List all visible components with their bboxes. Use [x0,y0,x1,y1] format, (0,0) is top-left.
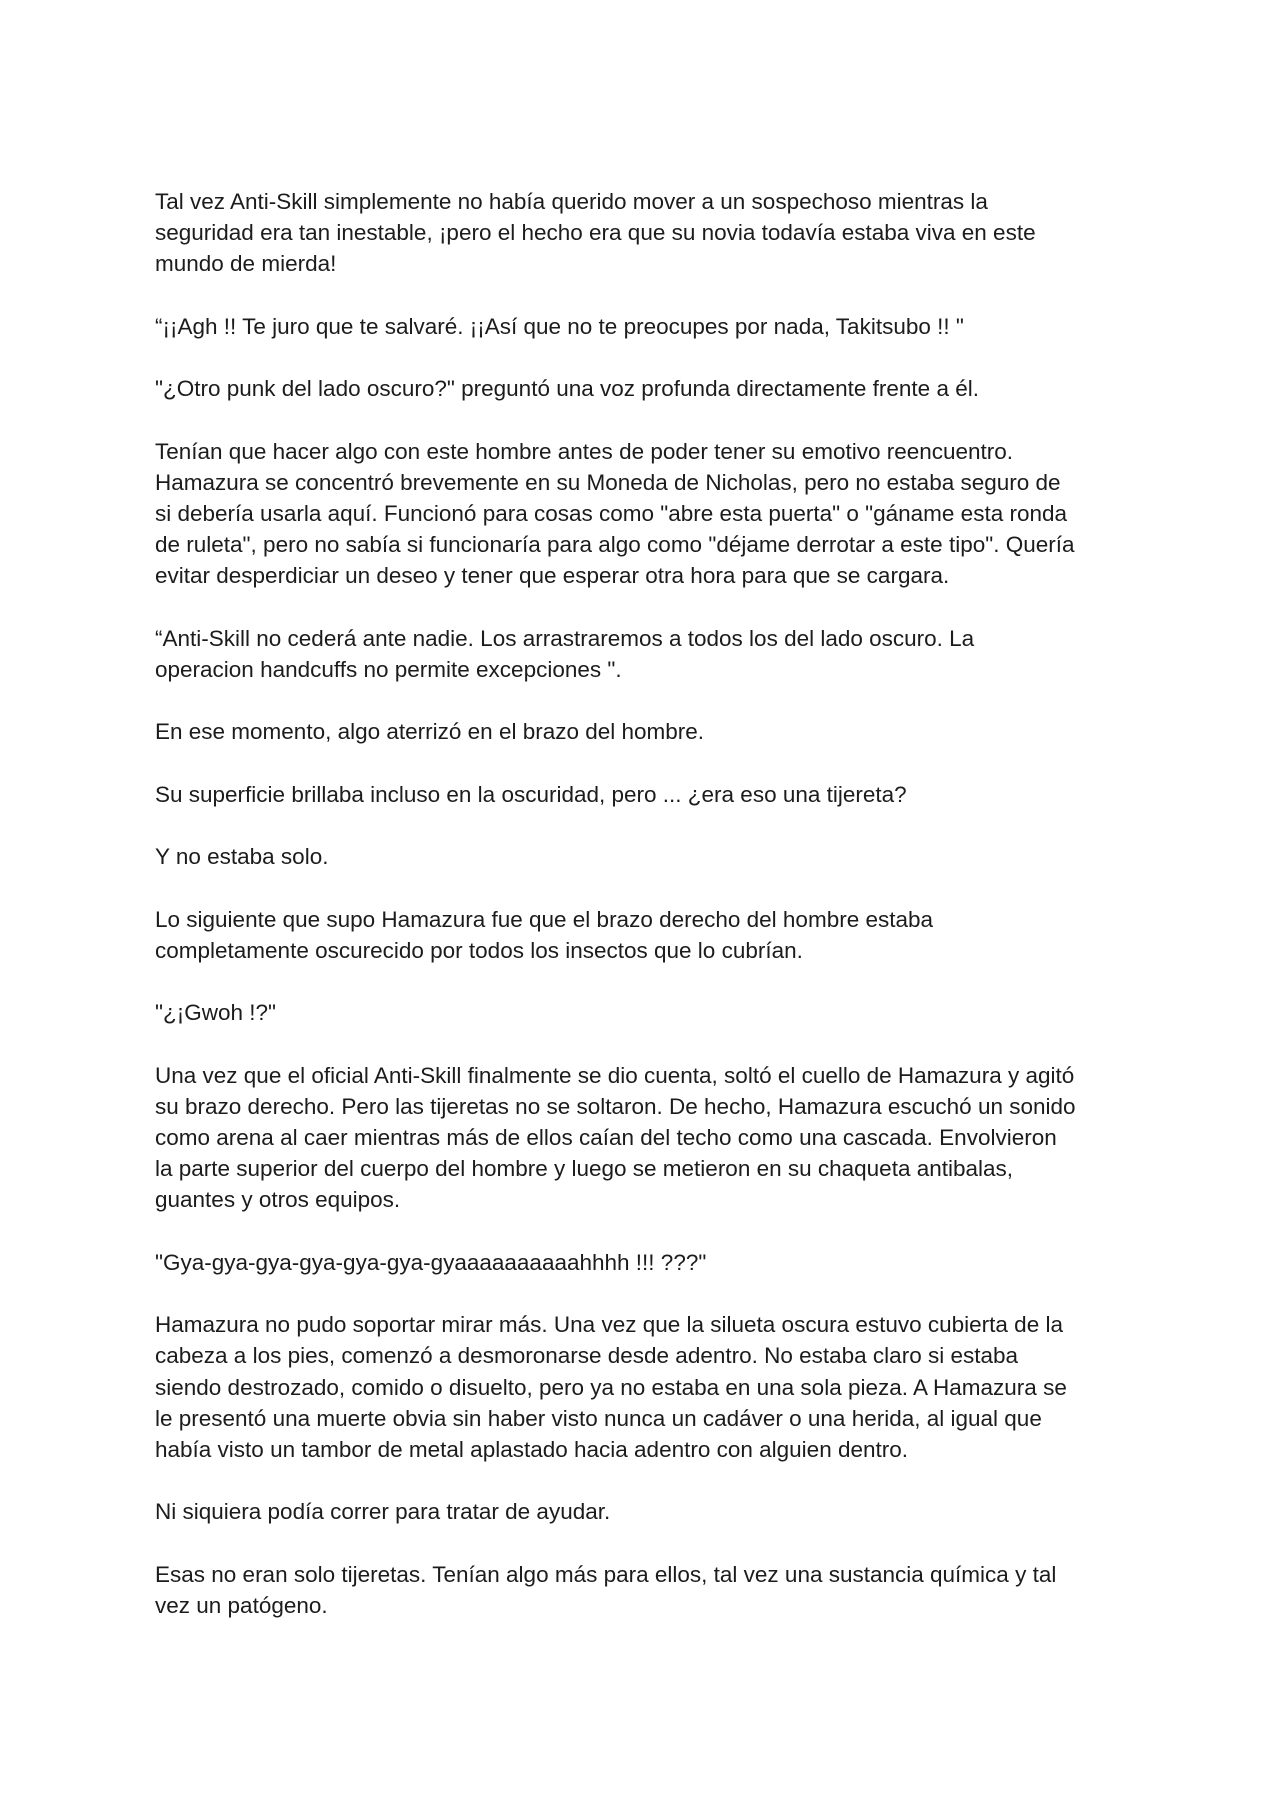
paragraph-13: Hamazura no pudo soportar mirar más. Una vez que la silueta oscura estuvo cubierta de la cabeza a los pies, comenzó a desmoronarse desde adentro. No estaba claro si estaba siendo destrozado, comido o disuelto, pero ya no estaba en una sola pieza. A Hamazura se le presentó una muerte obvia sin haber visto nunca un cadáver o una herida, al igual que había visto un tambor de metal aplastado hacia adentro con alguien dentro. [155,1312,1067,1462]
paragraph-8: Y no estaba solo. [155,844,329,870]
paragraph-7: Su superficie brillaba incluso en la oscuridad, pero ... ¿era eso una tijereta? [155,781,907,807]
paragraph-4: Tenían que hacer algo con este hombre antes de poder tener su emotivo reencuentro. Hamazura se concentró brevemente en su Moneda de Nicholas, pero no estaba seguro de si debería usarla aquí. Funcionó para cosas como "abre esta puerta" o "gáname esta ronda de ruleta", pero no sabía si funcionaría para algo como "déjame derrotar a este tipo". Quería evitar desperdiciar un deseo y tener que esperar otra hora para que se cargara. [155,438,1075,589]
paragraph-2: “¡¡Agh !! Te juro que te salvaré. ¡¡Así que no te preocupes por nada, Takitsubo !! " [155,313,964,339]
document-page [155,186,1135,1652]
paragraph-9: Lo siguiente que supo Hamazura fue que el brazo derecho del hombre estaba completamente oscurecido por todos los insectos que lo cubrían. [155,906,934,963]
paragraph-12: "Gya-gya-gya-gya-gya-gya-gyaaaaaaaaaahhhh !!! ???" [155,1249,707,1275]
paragraph-14: Ni siquiera podía correr para tratar de ayudar. [155,1499,611,1525]
paragraph-11: Una vez que el oficial Anti-Skill finalmente se dio cuenta, soltó el cuello de Hamazura y agitó su brazo derecho. Pero las tijeretas no se soltaron. De hecho, Hamazura escuchó un sonido como arena al caer mientras más de ellos caían del techo como una cascada. Envolvieron la parte superior del cuerpo del hombre y luego se metieron en su chaqueta antibalas, guantes y otros equipos. [155,1062,1076,1213]
paragraph-10: "¿¡Gwoh !?" [155,1000,277,1026]
paragraph-1: Tal vez Anti-Skill simplemente no había querido mover a un sospechoso mientras la seguridad era tan inestable, ¡pero el hecho era que su novia todavía estaba viva en este mundo de mierda! [155,189,1036,277]
paragraph-6: En ese momento, algo aterrizó en el brazo del hombre. [155,719,705,745]
paragraph-15: Esas no eran solo tijeretas. Tenían algo más para ellos, tal vez una sustancia química y tal vez un patógeno. [155,1561,1057,1618]
paragraph-5: “Anti-Skill no cederá ante nadie. Los arrastraremos a todos los del lado oscuro. La operacion handcuffs no permite excepciones ". [155,625,975,682]
paragraph-3: "¿Otro punk del lado oscuro?" preguntó una voz profunda directamente frente a él. [155,376,979,402]
